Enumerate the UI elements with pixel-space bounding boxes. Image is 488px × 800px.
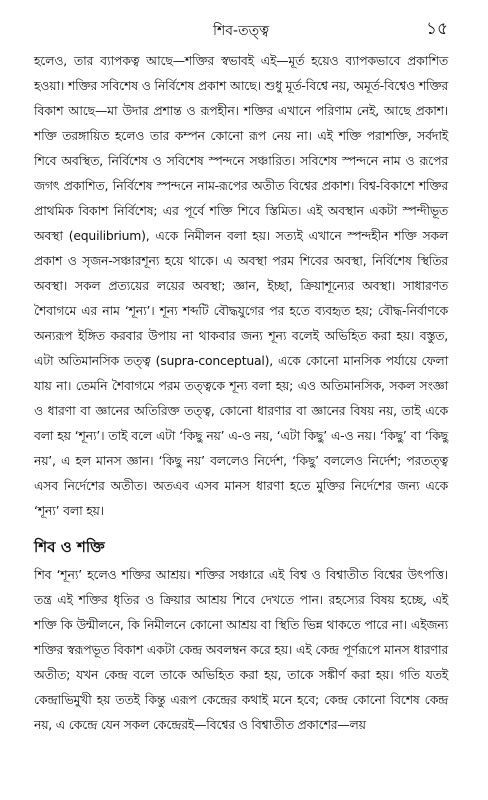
page-header: [34, 8, 448, 48]
paragraph: হলেও, তার ব্যাপকত্ব আছে—শক্তির স্বভাবই এই—মূর্ত হয়েও ব্যাপকভাবে প্রকাশিত হওয়া। শক্তির সবিশেষ ও নির্বিশেষ প্রকাশ আছে। শুধু মূর্ত-বিশ্বে নয়, অমূর্ত-বিশ্বেও শক্তির বিকাশ আছে—মা উদার প্রশান্ত ও রূপহীন। শক্তির এখানে পরিণাম নেই, আছে প্রকাশ। শক্তি তরঙ্গায়িত হলেও তার কম্পন কোনো রূপ নেয় না। এই শক্তি পরাশক্তি, সর্বদাই শিবে অবস্থিত, নির্বিশেষ ও সবিশেষ স্পন্দনে সঞ্চারিত। সবিশেষ স্পন্দনে নাম ও রূপের জগৎ প্রকাশিত, নির্বিশেষ স্পন্দনে নাম-রূপের অতীত বিশ্বের প্রকাশ। বিশ্ব-বিকাশে শক্তির প্রাথমিক বিকাশ নির্বিশেষ; এর পূর্বে শক্তি শিবে স্তিমিত। এই অবস্থান একটা স্পন্দীভূত অবস্থা (equilibrium), একে নিমীলন বলা হয়। সত্যই এখানে স্পন্দহীন শক্তি সকল প্রকাশ ও সৃজন-সঞ্চারশূন্য হয়ে থাকে। এ অবস্থা পরম শিবের অবস্থা, নির্বিশেষ স্থিতির অবস্থা। সকল প্রত্যয়ের লয়ের অবস্থা; জ্ঞান, ইচ্ছা, ক্রিয়াশূন্যের অবস্থা। সাধারণত শৈবাগমে এর নাম ‘শূন্য’। শূন্য শব্দটি বৌদ্ধযুগের পর হতে ব্যবহৃত হয়; বৌদ্ধ-নির্বাণকে অন্যরূপ ইঙ্গিত করবার উপায় না থাকবার জন্য শূন্য বলেই অভিহিত করা হয়। বস্তুত, এটা অতিমানসিক তত্ত্ব (supra-conceptual), একে কোনো মানসিক পর্যায়ে ফেলা যায় না। তেমনি শৈবাগমে পরম তত্ত্বকে শূন্য বলা হয়; এও অতিমানসিক, সকল সংজ্ঞা ও ধারণা বা জ্ঞানের অতিরিক্ত তত্ত্ব, কোনো ধারণার বা জ্ঞানের বিষয় নয়, তাই একে বলা হয় ‘শূন্য’। তাই বলে এটা ‘কিছু নয়’ এ-ও নয়, ‘এটা কিছু’ এ-ও নয়। ‘কিছু’ বা ‘কিছু নয়’, এ হল মানস জ্ঞান। ‘কিছু নয়’ বললেও নির্দেশ, ‘কিছু’ বললেও নির্দেশ; পরতত্ত্ব এসব নির্দেশের অতীত। অতএব এসব মানস ধারণা হতে মুক্তির নির্দেশের জন্য একে ‘শূন্য’ বলা হয়।: [34, 53, 448, 518]
section-text-block: [34, 562, 448, 737]
page-number: ১৫: [425, 19, 448, 39]
running-title: শিব-তত্ত্ব: [212, 23, 270, 39]
main-text-block: [34, 48, 448, 523]
section-heading: শিব ও শক্তি: [34, 538, 105, 556]
paragraph: শিব ‘শূন্য’ হলেও শক্তির আশ্রয়। শক্তির সঞ্চারে এই বিশ্ব ও বিশ্বাতীত বিশ্বের উৎপত্তি। তন্ত্র এই শক্তির ধৃতির ও ক্রিয়ার আশ্রয় শিবে দেখতে পান। রহস্যের বিষয় হচ্ছে, এই শক্তি কি উন্মীলনে, কি নিমীলনে কোনো আশ্রয় বা স্থিতি ভিন্ন থাকতে পারে না। এইজন্য শক্তির স্বরূপভূত বিকাশ একটা কেন্দ্র অবলম্বন করে হয়। এই কেন্দ্র পূর্ণরূপে মানস ধারণার অতীত; যখন কেন্দ্র বলে তাকে অভিহিত করা হয়, তাকে সঙ্কীর্ণ করা হয়। গতি যতই কেন্দ্রাভিমুখী হয় ততই কিন্তু এরূপ কেন্দ্রের কথাই মনে হবে; কেন্দ্র কোনো বিশেষ কেন্দ্র নয়, এ কেন্দ্রে যেন সকল কেন্দ্রেরই—বিশ্বের ও বিশ্বাতীত প্রকাশের—লয়: [34, 567, 448, 732]
